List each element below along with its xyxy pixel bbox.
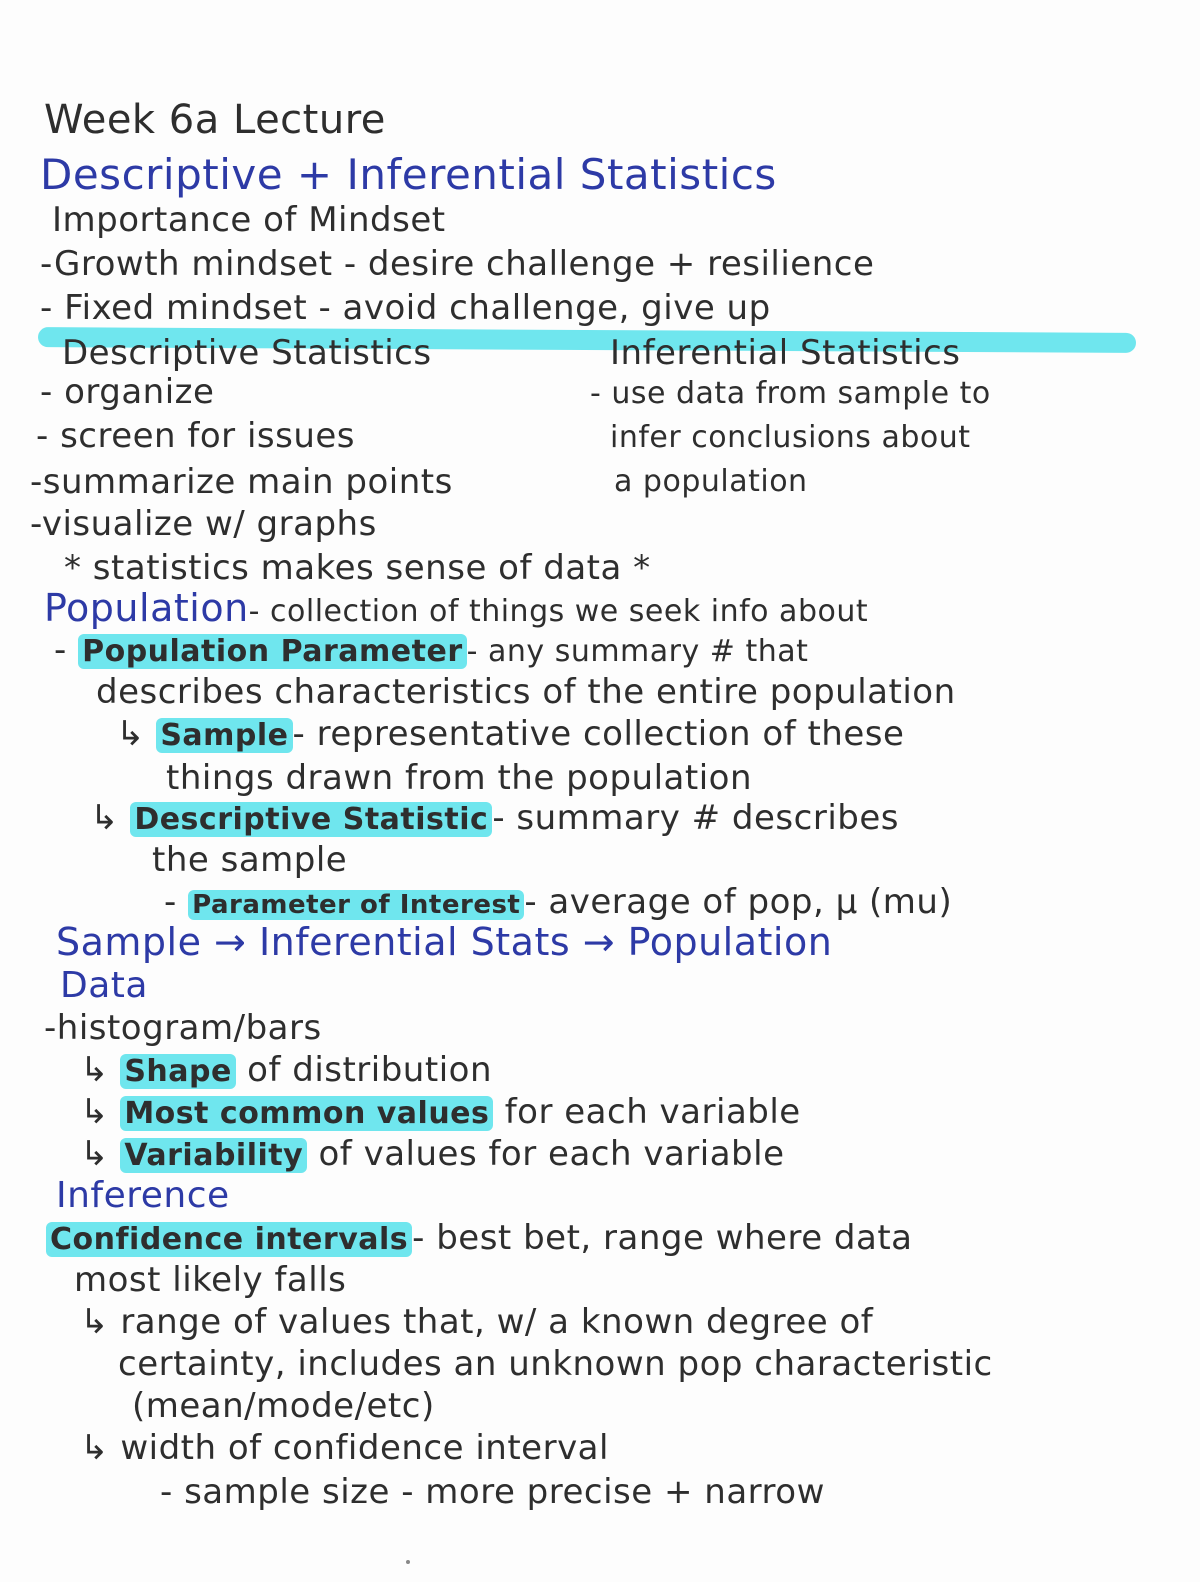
histogram-line: -histogram/bars xyxy=(44,1008,322,1048)
width-line xyxy=(80,1428,609,1468)
sample-term: Sample xyxy=(156,718,292,753)
population-parameter-def2: describes characteristics of the entire population xyxy=(96,672,956,712)
population-line xyxy=(44,588,868,632)
arrow-icon: ↳ xyxy=(80,1050,109,1090)
population-term: Population xyxy=(44,586,249,630)
sample-def2: things drawn from the population xyxy=(166,758,752,798)
descriptive-item: -summarize main points xyxy=(30,462,453,502)
arrow-icon: ↳ xyxy=(90,798,119,838)
dash: - xyxy=(54,630,67,670)
descriptive-title: Descriptive Statistics xyxy=(62,333,432,373)
data-item-term: Shape xyxy=(120,1054,236,1089)
data-item-term: Variability xyxy=(120,1138,307,1173)
parameter-of-interest-term: Parameter of Interest xyxy=(188,890,524,920)
arrow-icon: ↳ xyxy=(80,1134,109,1174)
confidence-interval-def: - best bet, range where data xyxy=(412,1218,913,1258)
descriptive-statistic-def2: the sample xyxy=(152,840,348,880)
arrow-icon: ↳ xyxy=(80,1092,109,1132)
range-line xyxy=(80,1302,873,1342)
parameter-of-interest-line xyxy=(164,882,952,925)
data-item-rest: of distribution xyxy=(235,1050,492,1090)
arrow-icon: ↳ xyxy=(80,1302,109,1342)
inferential-line: - use data from sample to xyxy=(590,376,991,411)
population-def: - collection of things we seek info about xyxy=(248,594,869,629)
arrow-icon: ↳ xyxy=(116,714,145,754)
descriptive-item: -visualize w/ graphs xyxy=(30,504,377,544)
descriptive-item: - screen for issues xyxy=(36,416,356,456)
inference-title: Inference xyxy=(56,1175,230,1216)
range-text: range of values that, w/ a known degree of xyxy=(120,1302,874,1342)
confidence-interval-def2: most likely falls xyxy=(74,1260,347,1300)
statistics-note: * statistics makes sense of data * xyxy=(64,548,651,588)
data-item xyxy=(80,1092,801,1134)
width-text: width of confidence interval xyxy=(120,1428,609,1468)
sample-line xyxy=(116,714,904,756)
inferential-line: infer conclusions about xyxy=(610,420,971,455)
dash: - xyxy=(164,882,177,922)
inferential-title: Inferential Statistics xyxy=(610,333,961,373)
descriptive-statistic-term: Descriptive Statistic xyxy=(130,802,492,837)
fixed-mindset-line: - Fixed mindset - avoid challenge, give up xyxy=(40,288,771,328)
mindset-title: Importance of Mindset xyxy=(52,200,446,240)
data-item-term: Most common values xyxy=(120,1096,493,1131)
sample-def: - representative collection of these xyxy=(292,714,905,754)
flow-line: Sample → Inferential Stats → Population xyxy=(56,920,833,964)
data-item-rest: of values for each variable xyxy=(307,1134,785,1174)
parameter-of-interest-def: - average of pop, μ (mu) xyxy=(524,882,953,922)
range-line-3: (mean/mode/etc) xyxy=(132,1386,435,1426)
range-line-2: certainty, includes an unknown pop characteristic xyxy=(118,1344,993,1384)
data-item xyxy=(80,1134,785,1176)
lecture-heading: Week 6a Lecture xyxy=(44,97,386,143)
data-item-rest: for each variable xyxy=(493,1092,801,1132)
sample-size-line: - sample size - more precise + narrow xyxy=(160,1472,825,1512)
inferential-line: a population xyxy=(614,464,808,499)
population-parameter-def: - any summary # that xyxy=(466,634,809,669)
population-parameter-line xyxy=(54,630,808,672)
confidence-interval-term: Confidence intervals xyxy=(46,1222,412,1257)
descriptive-statistic-line xyxy=(90,798,899,840)
arrow-icon: ↳ xyxy=(80,1428,109,1468)
descriptive-item: - organize xyxy=(40,372,215,412)
population-parameter-term: Population Parameter xyxy=(78,634,467,669)
pen-dot xyxy=(406,1560,410,1564)
data-title: Data xyxy=(60,965,148,1006)
data-item xyxy=(80,1050,492,1092)
topic-title: Descriptive + Inferential Statistics xyxy=(40,150,777,199)
descriptive-statistic-def: - summary # describes xyxy=(492,798,899,838)
confidence-interval-line xyxy=(46,1218,913,1260)
growth-mindset-line: -Growth mindset - desire challenge + resilience xyxy=(40,244,875,284)
